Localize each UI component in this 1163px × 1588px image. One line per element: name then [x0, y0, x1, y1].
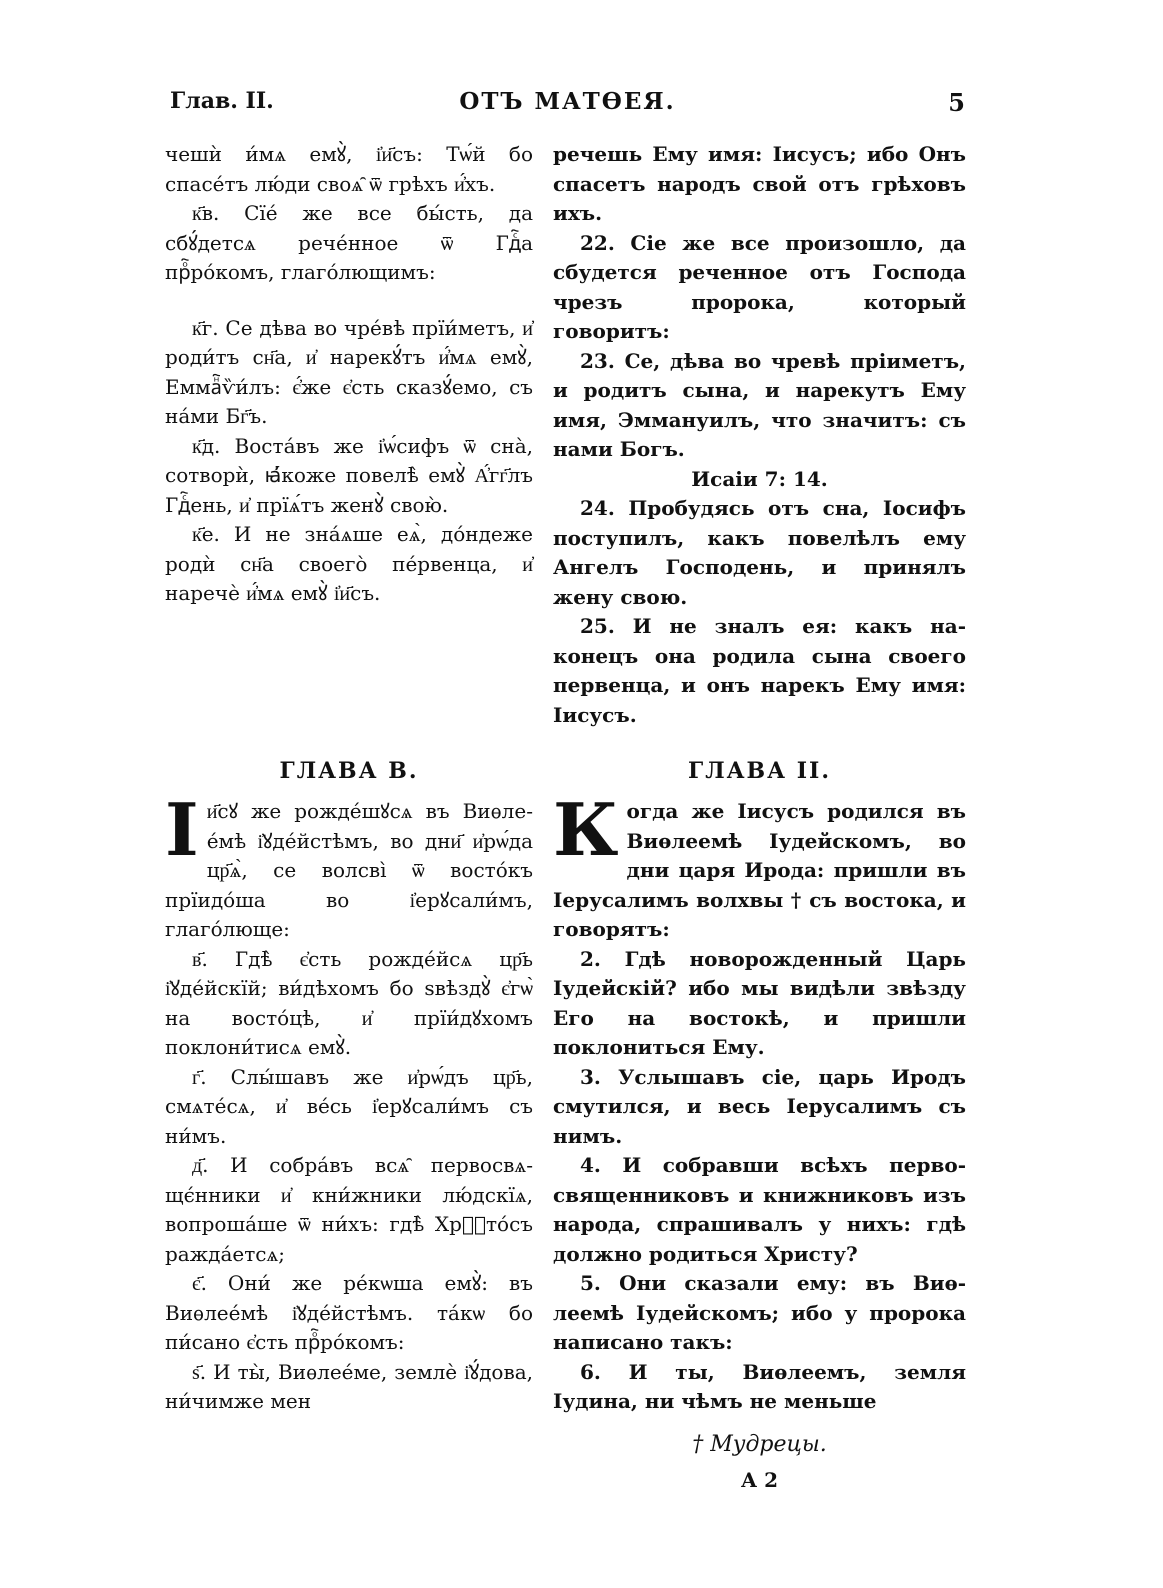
left-column-bottom: [165, 787, 533, 1417]
chapter-heading-slavonic: ГЛАВА В.: [279, 758, 419, 784]
verse-22-russian: 22. Сіе же все произошло, да сбудется реченное отъ Господа чрезъ пророка, который говоритъ:: [553, 230, 966, 343]
verse-2-russian: 2. Гдѣ новорожденный Царь Іудейскій? ибо мы видѣли звѣзду Его на востокѣ, и пришли поклониться Ему.: [553, 946, 966, 1059]
book-title: ОТЪ МАТѲЕЯ.: [459, 88, 676, 115]
verse-25-slavonic: к҃е. И не зна́ѧше еѧ̀, до́ндеже родѝ сн҃а своего̀ пе́рвенца, и҆ наречѐ и҆́мѧ емꙋ̀ і҆и҃съ.: [165, 522, 533, 605]
cross-reference: Исаіи 7: 14.: [691, 466, 828, 491]
running-header: [170, 88, 965, 128]
verse-2-slavonic: в҃. Гдѣ̀ є҆сть рожде́йсѧ цр҃ь і҆ꙋде́йскїй; ви́дѣхомъ бо sвѣздꙋ̀ є҆гѡ̀ на восто́цѣ, и҆ прїи́дꙋхомъ поклони́тисѧ емꙋ̀.: [165, 946, 533, 1059]
right-column-top: [553, 140, 966, 730]
left-column-top: [165, 140, 533, 609]
printer-signature: А 2: [740, 1468, 779, 1492]
footnote: † Мудрецы.: [692, 1432, 827, 1457]
spacer: [165, 288, 533, 314]
verse-24-russian: 24. Пробудясь отъ сна, Іосифъ поступилъ, какъ повелѣлъ ему Ангелъ Господень, и принялъ жену свою.: [553, 496, 966, 609]
verse-3-russian: 3. Услышавъ сіе, царь Иродъ смутился, и весь Іерусалимъ съ нимъ.: [553, 1064, 966, 1148]
chapter-heading-russian: ГЛАВА II.: [688, 758, 831, 784]
drop-cap: І: [165, 787, 199, 872]
verse-3-slavonic: г҃. Слы́шавъ же и҆рѡ́дъ цр҃ь, смѧте́сѧ, и҆ ве́сь і҆ерꙋсали́мъ съ ни́мъ.: [165, 1064, 533, 1148]
verse-24-slavonic: к҃д. Воста́въ же і҆ѡ́сифъ ѿ сна̀, сотворѝ, ꙗ҆́коже повелѣ̀ емꙋ̀ А҆́гг҃лъ Гдⷭ҇ень, и҆ прїѧ́тъ женꙋ̀ свою̀.: [165, 433, 533, 517]
verse-25-russian: 25. И не зналъ ея: какъ наконецъ она родила сына своего первенца, и онъ нарекъ Ему имя: Іисусъ.: [553, 614, 966, 727]
drop-cap: К: [553, 787, 619, 872]
opening-text: и҃сꙋ же рожде́шꙋсѧ въ Виѳлее́мѣ і҆ꙋде́йстѣмъ, во дни҃ и҆рѡ́да цр҃ѧ̀, се волсві̀ ѿ восто́къ прїидо́ша во і҆ерꙋсали́мъ, глаго́люще:: [165, 799, 533, 941]
verse-23-slavonic: к҃г. Се дѣва во чре́вѣ прїи́метъ, и҆ роди́тъ сн҃а, и҆ нарекꙋ́тъ и҆́мѧ емꙋ̀, Еммаⷩ҇ѷи́лъ: є҆́же є҆сть сказꙋ́емо, съ на́ми Бг҃ъ.: [165, 315, 533, 428]
verse-6-slavonic: ѕ҃. И ты̀, Виѳлее́ме, землѐ і҆ꙋ́дова, ни́чимже мен: [165, 1359, 533, 1413]
chapter-opening-russian: [553, 787, 966, 945]
verse-5-slavonic: є҃. Они́ же ре́кѡша емꙋ̀: въ Виѳлее́мѣ і҆ꙋде́йстѣмъ. та́кѡ бо пи́сано є҆сть прⷪ҇ро́комъ:: [165, 1271, 533, 1354]
verse-4-russian: 4. И собравши всѣхъ первосвященниковъ и книжниковъ изъ народа, спрашивалъ у нихъ: гдѣ должно родиться Христу?: [553, 1153, 966, 1266]
chapter-label: Глав. II.: [170, 88, 274, 114]
verse-5-russian: 5. Они сказали ему: въ Виѳлеемѣ Іудейскомъ; ибо у пророка написано такъ:: [553, 1271, 966, 1354]
opening-text: огда же Іисусъ родился въ Виѳлеемѣ Іудейскомъ, во дни царя Ирода: пришли въ Іерусалимъ волхвы † съ востока, и говорятъ:: [553, 799, 966, 941]
right-column-bottom: [553, 787, 966, 1417]
verse-text: чешѝ и́мѧ емꙋ̀, і҆и҃съ: Тѡ́й бо спасе́тъ лю́ди своѧ̑ ѿ грѣхъ и҆́хъ.: [165, 142, 533, 196]
verse-22-slavonic: к҃в. Сїе́ же все бы́сть, да сбꙋ́детсѧ рече́нное ѿ Гдⷭ҇а прⷪ҇ро́комъ, глаго́лющимъ:: [165, 201, 533, 284]
verse-4-slavonic: д҃. И собра́въ всѧ̑ первосвѧщє́нники и҆ кни́жники лю́дскїѧ, вопроша́ше ѿ ни́хъ: гдѣ̀ Хрⷭ҇то́съ ражда́етсѧ;: [165, 1153, 533, 1266]
verse-text: речешь Ему имя: Іисусъ; ибо Онъ спасетъ народъ свой отъ грѣховъ ихъ.: [553, 142, 966, 225]
page-number: 5: [948, 88, 965, 117]
verse-23-russian: 23. Се, дѣва во чревѣ пріиметъ, и родитъ сына, и нарекутъ Ему имя, Эммануилъ, что значитъ: съ нами Богъ.: [553, 348, 966, 461]
verse-6-russian: 6. И ты, Виѳлеемъ, земля Іудина, ни чѣмъ не меньше: [553, 1359, 966, 1413]
chapter-opening-slavonic: [165, 787, 533, 945]
